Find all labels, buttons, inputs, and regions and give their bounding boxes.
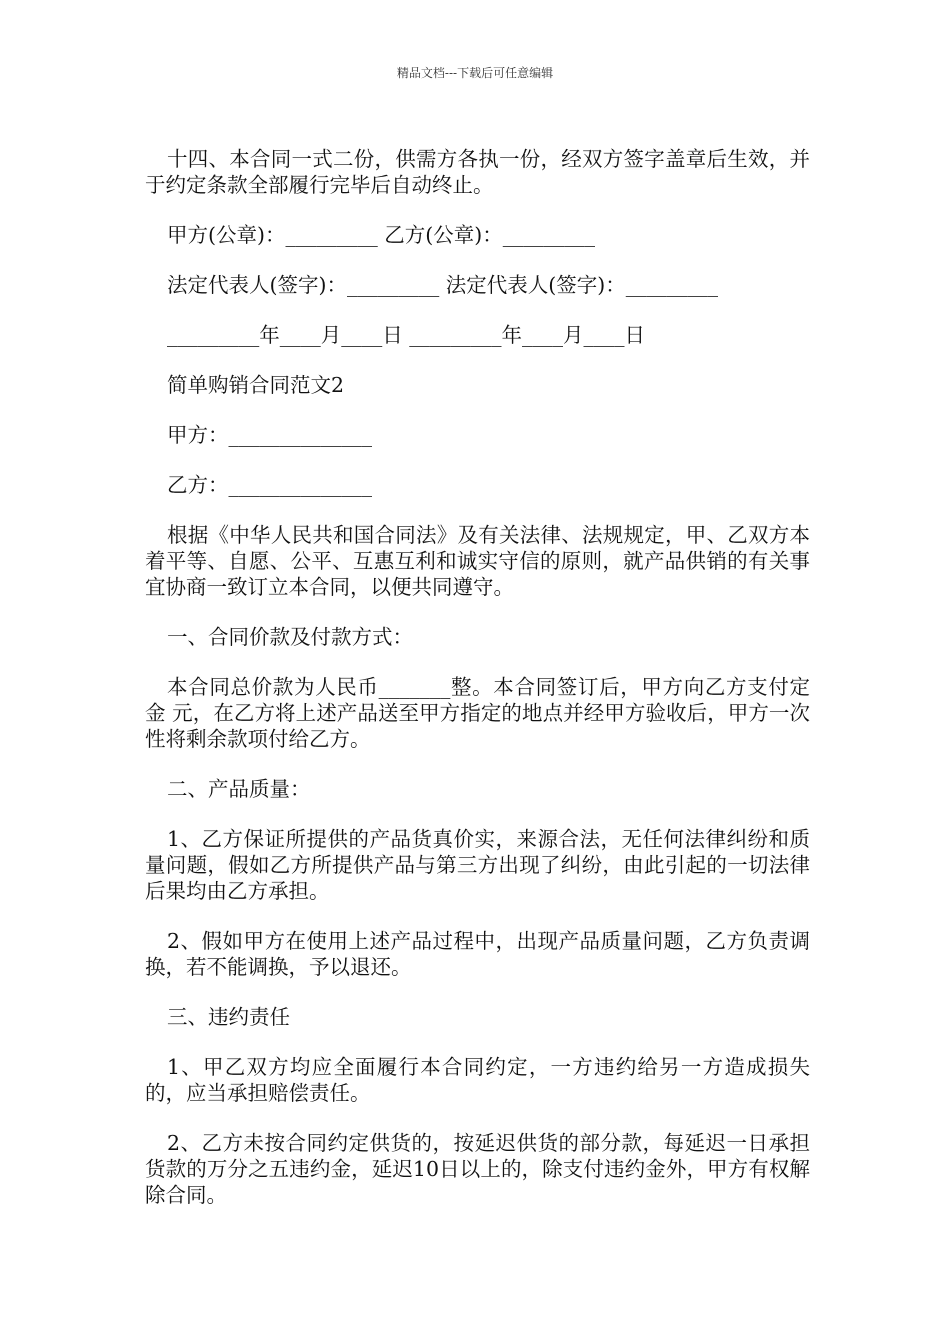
party-a-line: 甲方：______________: [167, 423, 372, 447]
liability-item-2: 2、乙方未按合同约定供货的，按延迟供货的部分款，每延迟一日承担货款的万分之五违约金，延迟10日以上的，除支付违约金外，甲方有权解除合同。: [145, 1131, 810, 1207]
quality-item-2: 2、假如甲方在使用上述产品过程中，出现产品质量问题，乙方负责调换，若不能调换，予以退还。: [145, 929, 810, 979]
legal-rep-signature-line: 法定代表人(签字)：_________ 法定代表人(签字)：_________: [167, 273, 719, 297]
liability-item-1: 1、甲乙双方均应全面履行本合同约定，一方违约给另一方造成损失的，应当承担赔偿责任。: [145, 1055, 810, 1105]
section-title: 简单购销合同范文2: [167, 373, 345, 397]
page-header: 精品文档---下载后可任意编辑: [396, 66, 554, 80]
price-payment-paragraph: 本合同总价款为人民币_______整。本合同签订后，甲方向乙方支付定金 元，在乙方将上述产品送至甲方指定的地点并经甲方验收后，甲方一次性将剩余款项付给乙方。: [145, 675, 810, 751]
party-seal-line: 甲方(公章)：_________ 乙方(公章)：_________: [167, 223, 596, 247]
heading-liability: 三、违约责任: [167, 1005, 290, 1029]
preamble-paragraph: 根据《中华人民共和国合同法》及有关法律、法规规定，甲、乙双方本着平等、自愿、公平、互惠互利和诚实守信的原则，就产品供销的有关事宜协商一致订立本合同，以便共同遵守。: [145, 523, 810, 599]
clause-fourteen: 十四、本合同一式二份，供需方各执一份，经双方签字盖章后生效，并于约定条款全部履行完毕后自动终止。: [145, 147, 810, 197]
heading-quality: 二、产品质量：: [167, 777, 311, 801]
heading-price-payment: 一、合同价款及付款方式：: [167, 625, 413, 649]
date-line: _________年____月____日 _________年____月____日: [167, 323, 646, 347]
party-b-line: 乙方：______________: [167, 473, 372, 497]
document-body: [145, 146, 810, 1208]
quality-item-1: 1、乙方保证所提供的产品货真价实，来源合法，无任何法律纠纷和质量问题，假如乙方所提供产品与第三方出现了纠纷，由此引起的一切法律后果均由乙方承担。: [145, 827, 810, 903]
